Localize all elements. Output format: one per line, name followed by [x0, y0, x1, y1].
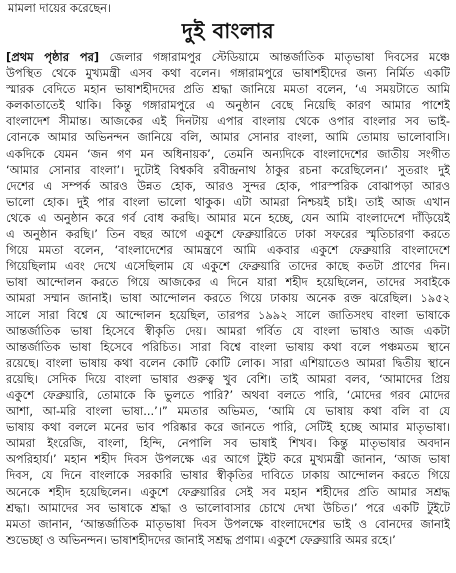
- article-line: একদিকে যেমন ‘জন গণ মন অধিনায়ক’, তেমনি অন্যদিকে বাংলাদেশের জাতীয় সংগীত: [6, 146, 450, 161]
- article-line: শ্রদ্ধা। আমাদের সব ভাষাকে শ্রদ্ধা ও ভালোবাসার চোখে দেখা উচিত।’ পরে একটি টুইটে: [6, 500, 450, 515]
- article-line: থেকে এ অনুষ্ঠান করে গর্ব বোধ করছি। আমার মনে হচ্ছে, যেন আমি বাংলাদেশে দাঁড়িয়েই: [6, 210, 450, 225]
- article-line: আন্তর্জাতিক ভাষা হিসেবে পরিচিত। সারা বিশ্বে বাংলা ভাষায় কথা বলে পঞ্চমতম স্থানে: [6, 339, 450, 354]
- article-line: সালে সারা বিশ্বে যে আন্দোলন হয়েছিল, তারপর ১৯৯২ সালে জাতিসংঘ বাংলা ভাষাকে: [6, 307, 450, 322]
- article-line: একুশে ফেব্রুয়ারি, তোমাকে কি ভুলতে পারি?’ অথবা বলতে পারি, ‘মোদের গরব মোদের: [6, 387, 450, 402]
- article-line: দেশের এ সম্পর্ক আরও উন্নত হোক, আরও সুন্দর হোক, পারস্পরিক বোঝাপড়া আরও: [6, 178, 450, 193]
- article-line: ভাষায় কথা বললে মনের ভাব পরিষ্কার করে জানতে পারি, সেটিই হচ্ছে আমার মাতৃভাষা।: [6, 420, 450, 435]
- article-line: উপস্থিত থেকে মুখ্যমন্ত্রী এসব কথা বলেন। গঙ্গারামপুরে ভাষাশহীদের জন্য নির্মিত একটি: [6, 66, 450, 81]
- article-line: আন্তর্জাতিক ভাষা হিসেবে স্বীকৃতি দেয়। আমরা গর্বিত যে বাংলা ভাষাও আজ একটা: [6, 323, 450, 338]
- article-line-text: জেলার গঙ্গারামপুর স্টেডিয়ামে আন্তর্জাতিক মাতৃভাষা দিবসের মঞ্চে: [99, 50, 450, 64]
- previous-article-end: মামলা দায়ের করেছেন।: [8, 1, 111, 15]
- article-headline: দুই বাংলার: [181, 19, 275, 43]
- article-line: গিয়েছিলাম এবং দেখে এসেছিলাম যে একুশে ফেব্রুয়ারি তাদের কাছে কতটা প্রাণের দিন।: [6, 259, 450, 274]
- article-line: আশা, আ-মরি বাংলা ভাষা...’।” মমতার অভিমত, ‘আমি যে ভাষায় কথা বলি বা যে: [6, 404, 450, 419]
- article-line: গিয়ে মমতা বলেন, ‘বাংলাদেশের আমন্ত্রণে আমি একবার একুশে ফেব্রুয়ারি বাংলাদেশে: [6, 243, 450, 258]
- article-line: [6, 49, 450, 65]
- continued-label: [প্রথম পৃষ্ঠার পর]: [6, 50, 100, 64]
- article-line: এ অনুষ্ঠান করছি।’ তিন বছর আগে একুশে ফেব্রুয়ারিতে ঢাকা সফরের স্মৃতিচারণা করতে: [6, 227, 450, 242]
- article-line: আমরা ইংরেজি, বাংলা, হিন্দি, নেপালি সব ভাষাই শিখব। কিন্তু মাতৃভাষার অবদান: [6, 436, 450, 451]
- article-line: বোনকে আমার অভিনন্দন জানিয়ে বলি, আমার সোনার বাংলা, আমি তোমায় ভালোবাসি।: [6, 130, 450, 145]
- newspaper-clipping: [6, 0, 450, 573]
- article-line: শুভেচ্ছা ও অভিনন্দন। ভাষাশহীদদের জানাই সশ্রদ্ধ প্রণাম। একুশে ফেব্রুয়ারি অমর রহে।’: [6, 532, 396, 547]
- article-line: ভালো হোক। দুই পার বাংলা ভালো থাকুক। এটা আমরা নিশ্চয়ই চাই। তাই আজ এখান: [6, 194, 450, 209]
- article-line: দিবস, যে দিনে বাংলাকে সরকারি ভাষার স্বীকৃতির দাবিতে ঢাকায় আন্দোলন করতে গিয়ে: [6, 468, 450, 483]
- article-line: ‘আমার সোনার বাংলা’। দুটোই বিশ্বকবি রবীন্দ্রনাথ ঠাকুর রচনা করেছিলেন।’ সুতরাং দুই: [6, 162, 450, 177]
- article-line: মমতা জানান, ‘আন্তর্জাতিক মাতৃভাষা দিবস উপলক্ষে বাংলাদেশের ভাই ও বোনদের জানাই: [6, 516, 450, 531]
- article-line: ভাষা আন্দোলন করতে গিয়ে আজকের এ দিনে যারা শহীদ হয়েছিলেন, তাদের সবাইকে: [6, 275, 450, 290]
- article-line: আমরা সম্মান জানাই। ভাষা আন্দোলন করতে গিয়ে ঢাকায় অনেক রক্ত ঝরেছিল। ১৯৫২: [6, 291, 450, 306]
- article-line: কলকাতাতেই থাকি। কিন্তু গঙ্গারামপুরে এ অনুষ্ঠান বেছে নিয়েছি কারণ আমার পাশেই: [6, 98, 450, 113]
- article-line: স্মারক বেদিতে মহান ভাষাশহীদদের প্রতি শ্রদ্ধা জানিয়ে মমতা বলেন, ‘এ সময়টাতে আমি: [6, 82, 450, 97]
- article-line: অপরিহার্য।’ মহান শহীদ দিবস উপলক্ষে এর আগে টুইট করে মুখ্যমন্ত্রী জানান, ‘আজ ভাষা: [6, 452, 450, 467]
- article-line: রয়েছি। সেদিক দিয়ে বাংলা ভাষার গুরুত্ব খুব বেশি। তাই আমরা বলব, ‘আমাদের প্রিয়: [6, 371, 450, 386]
- article-body: [6, 49, 450, 548]
- article-line: রয়েছে। বাংলা ভাষায় কথা বলেন কোটি কোটি লোক। সারা এশিয়াতেও আমরা দ্বিতীয় স্থানে: [6, 355, 450, 370]
- article-line: অনেকে শহীদ হয়েছিলেন। একুশে ফেব্রুয়ারির সেই সব মহান শহীদের প্রতি আমার সশ্রদ্ধ: [6, 484, 450, 499]
- article-line: বাংলাদেশ সীমান্ত। আজকের এই দিনটায় এপার বাংলায় থেকে ওপার বাংলার সব ভাই-: [6, 114, 450, 129]
